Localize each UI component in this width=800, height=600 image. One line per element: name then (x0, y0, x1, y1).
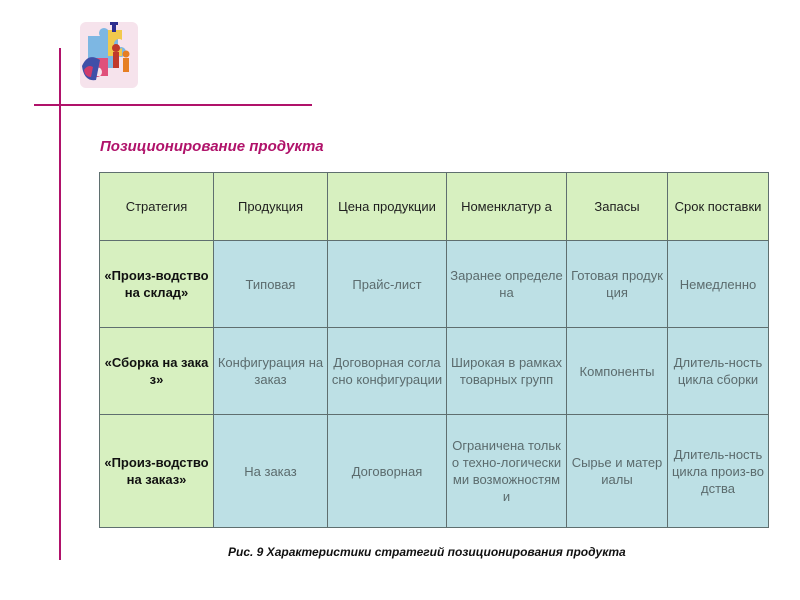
puzzle-people-logo-icon (72, 18, 144, 94)
header-cell: Цена продукции (328, 173, 447, 241)
header-cell: Запасы (567, 173, 668, 241)
table-row (100, 241, 769, 328)
table-row (100, 415, 769, 528)
table-cell: Конфигурация на заказ (214, 328, 328, 415)
table-cell: Ограничена только техно-логическими возможностями (447, 415, 567, 528)
table-cell: Прайс-лист (328, 241, 447, 328)
header-cell: Продукция (214, 173, 328, 241)
table-cell: Типовая (214, 241, 328, 328)
table-cell: Немедленно (668, 241, 769, 328)
table-cell: Широкая в рамках товарных групп (447, 328, 567, 415)
strategy-table (99, 172, 769, 528)
strategy-cell: «Сборка на заказ» (100, 328, 214, 415)
strategy-cell: «Произ-водство на склад» (100, 241, 214, 328)
header-cell: Срок поставки (668, 173, 769, 241)
table-row (100, 328, 769, 415)
table-cell: Длитель-ность цикла произ-водства (668, 415, 769, 528)
page-title: Позиционирование продукта (100, 138, 324, 155)
table-cell: На заказ (214, 415, 328, 528)
table-cell: Заранее определена (447, 241, 567, 328)
table-cell: Договорная (328, 415, 447, 528)
table-cell: Готовая продукция (567, 241, 668, 328)
table-cell: Длитель-ность цикла сборки (668, 328, 769, 415)
table-header-row (100, 173, 769, 241)
horizontal-accent-line (34, 104, 312, 106)
strategy-cell: «Произ-водство на заказ» (100, 415, 214, 528)
header-cell: Номенклатур а (447, 173, 567, 241)
header-cell: Стратегия (100, 173, 214, 241)
vertical-accent-line (59, 48, 61, 560)
table-cell: Сырье и материалы (567, 415, 668, 528)
table-cell: Компоненты (567, 328, 668, 415)
table-cell: Договорная согласно конфигурации (328, 328, 447, 415)
figure-caption: Рис. 9 Характеристики стратегий позиционирования продукта (228, 545, 626, 559)
